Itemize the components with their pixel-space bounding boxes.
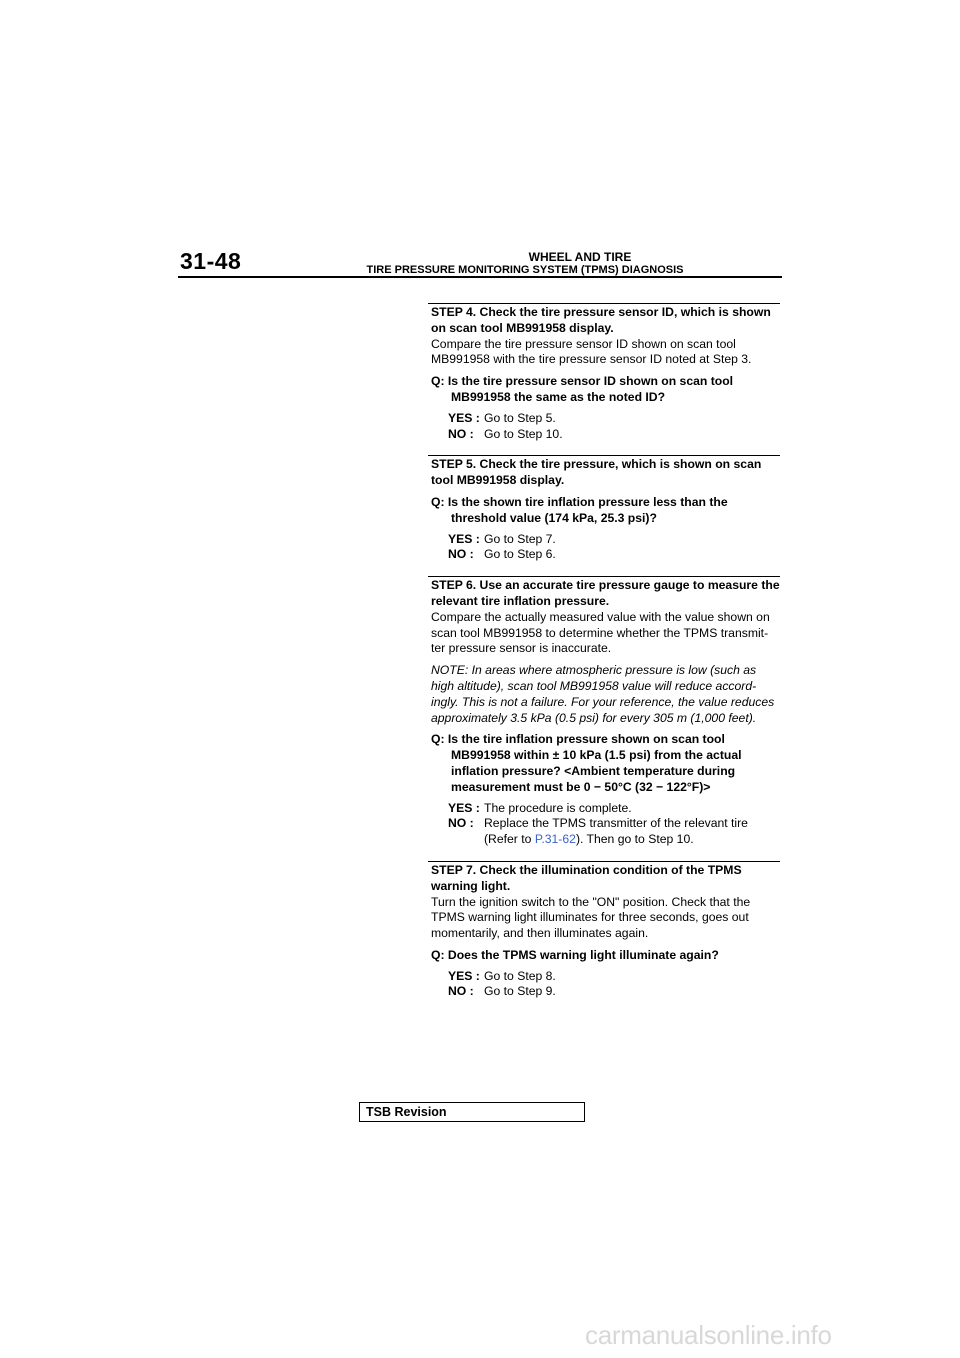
yes-label: YES : — [448, 800, 480, 815]
yes-text: Go to Step 7. — [484, 531, 556, 546]
answers — [448, 969, 780, 1001]
question-text: Q: Is the shown tire inflation pressure less than the threshold value (174 kPa, 25.3 psi)? — [431, 494, 728, 525]
yes-label: YES : — [448, 410, 480, 425]
yes-text: Go to Step 5. — [484, 410, 556, 425]
step-title: STEP 4. Check the tire pressure sensor ID, which is shown on scan tool MB991958 display. — [431, 305, 771, 335]
question-text: Q: Is the tire pressure sensor ID shown on scan tool MB991958 the same as the noted ID? — [431, 374, 734, 404]
yes-answer — [448, 801, 780, 817]
step-question — [428, 374, 780, 406]
no-label: NO : — [448, 816, 474, 831]
page-number: 31-48 — [180, 248, 242, 274]
no-answer — [448, 984, 780, 1000]
procedure-content — [428, 303, 780, 1013]
step-title: STEP 7. Check the illumination condition of the TPMS warning light. — [431, 862, 742, 893]
no-text: Go to Step 9. — [484, 984, 556, 999]
step-6 — [428, 576, 780, 848]
step-question — [428, 948, 780, 964]
yes-answer — [448, 411, 780, 427]
no-label: NO : — [448, 984, 474, 999]
step-title: STEP 6. Use an accurate tire pressure gauge to measure the relevant tire inflation pressure. — [431, 578, 780, 608]
step-body: Compare the tire pressure sensor ID shown on scan tool MB991958 with the tire pressure sensor ID noted at Step 3. — [431, 336, 752, 367]
header-rule — [178, 276, 782, 278]
no-answer — [448, 816, 780, 848]
yes-answer — [448, 969, 780, 985]
yes-text: Go to Step 8. — [484, 968, 556, 983]
yes-answer — [448, 532, 780, 548]
no-text-after: ). Then go to Step 10. — [575, 832, 694, 847]
answers — [448, 532, 780, 564]
no-label: NO : — [448, 426, 474, 441]
step-5 — [428, 455, 780, 563]
step-title: STEP 5. Check the tire pressure, which is shown on scan tool MB991958 display. — [431, 457, 762, 488]
step-body: Compare the actually measured value with the value shown on scan tool MB991958 to determine whether the TPMS transmit-ter pressure sensor is inaccurate. — [431, 609, 770, 656]
no-answer — [448, 547, 780, 563]
no-text: Go to Step 6. — [484, 547, 556, 562]
yes-text: The procedure is complete. — [484, 800, 632, 815]
section-title: WHEEL AND TIRE — [528, 250, 632, 264]
no-answer — [448, 427, 780, 443]
step-7 — [428, 861, 780, 1000]
subsection-title: TIRE PRESSURE MONITORING SYSTEM (TPMS) DIAGNOSIS — [366, 264, 684, 276]
step-body: Turn the ignition switch to the "ON" position. Check that the TPMS warning light illuminates for three seconds, goes out momentarily, and then illuminates again. — [431, 894, 751, 941]
yes-label: YES : — [448, 968, 480, 983]
step-question — [428, 732, 780, 795]
watermark: carmanualsonline.info — [585, 1320, 832, 1350]
tsb-revision-box: TSB Revision — [359, 1102, 585, 1122]
yes-label: YES : — [448, 531, 480, 546]
answers — [448, 411, 780, 443]
question-text: Q: Does the TPMS warning light illuminate again? — [431, 947, 719, 962]
no-text — [484, 816, 780, 848]
page-reference-link[interactable]: P.31-62 — [534, 832, 576, 847]
no-text: Go to Step 10. — [484, 426, 563, 441]
question-text: Q: Is the tire inflation pressure shown on scan tool MB991958 within ± 10 kPa (1.5 psi) from the actual inflation pressure? <Ambient temperature during measurement must be 0 − 50°C (32 − 122°F)> — [431, 732, 742, 794]
step-note: NOTE: In areas where atmospheric pressure is low (such as high altitude), scan tool MB991958 value will reduce accord-ingly. This is not a failure. For your reference, the value reduces approximately 3.5 kPa (0.5 psi) for every 305 m (1,000 feet). — [431, 663, 775, 725]
step-question — [428, 495, 780, 527]
answers — [448, 801, 780, 848]
step-4 — [428, 303, 780, 442]
no-label: NO : — [448, 547, 474, 562]
no-text-before: Replace the TPMS transmitter of the relevant tire (Refer to — [484, 816, 748, 847]
